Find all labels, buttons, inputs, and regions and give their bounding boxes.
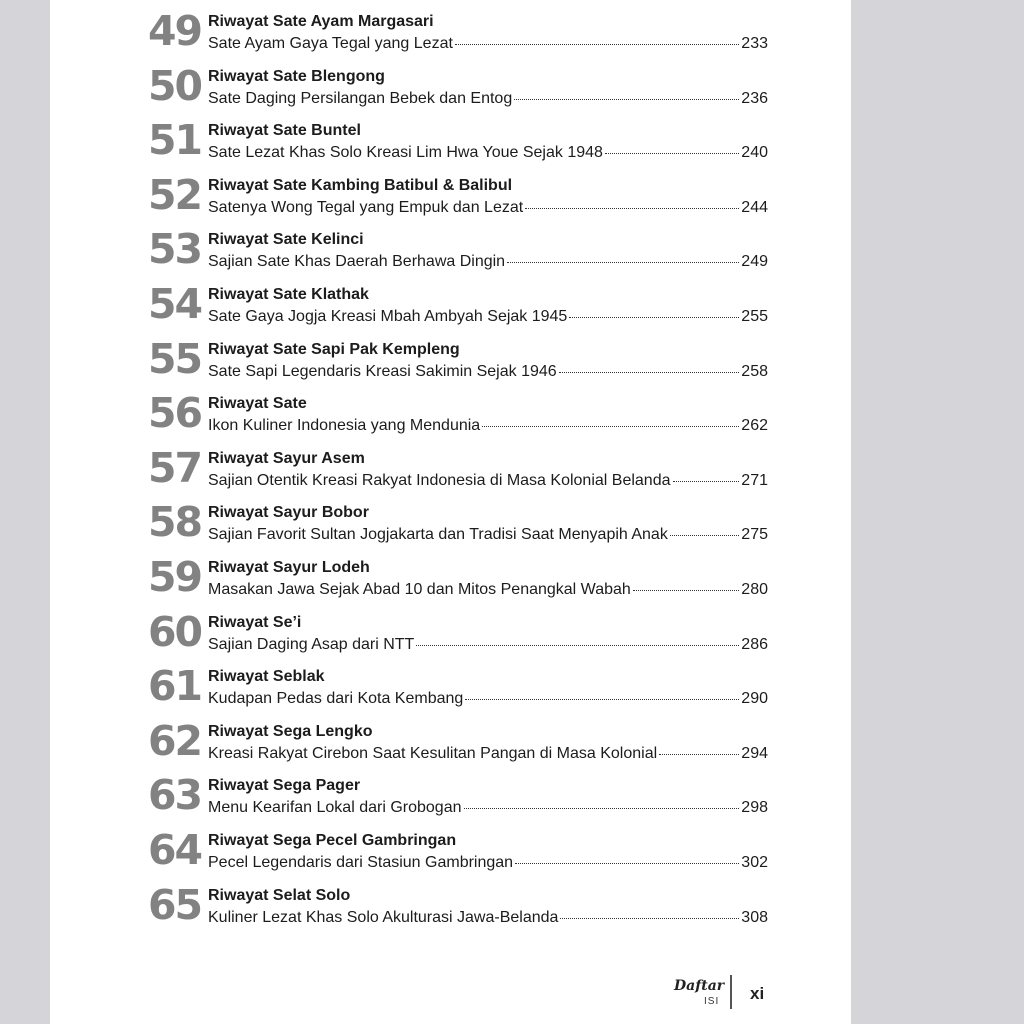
entry-number: 49 — [148, 7, 202, 55]
dot-leader — [673, 481, 740, 482]
toc-entry — [148, 882, 768, 937]
entry-line — [208, 417, 768, 435]
entry-title: Riwayat Sayur Asem — [208, 449, 365, 467]
dot-leader — [464, 808, 740, 809]
toc-entry — [148, 718, 768, 773]
dot-leader — [605, 153, 739, 154]
entry-number: 52 — [148, 170, 202, 219]
entry-line — [208, 581, 768, 599]
entry-page: 294 — [741, 744, 768, 762]
entry-page: 262 — [741, 417, 768, 435]
entry-page: 275 — [741, 526, 768, 544]
entry-title: Riwayat Seblak — [208, 668, 325, 686]
toc-entry — [148, 63, 768, 118]
table-of-contents — [148, 8, 768, 936]
entry-page: 258 — [741, 362, 768, 380]
entry-page: 244 — [741, 198, 768, 216]
entry-subtitle: Menu Kearifan Lokal dari Grobogan — [208, 799, 462, 817]
section-script-label: Daftar — [674, 978, 725, 994]
toc-entry — [148, 663, 768, 718]
entry-line — [208, 363, 768, 381]
toc-entry — [148, 445, 768, 500]
entry-number: 58 — [148, 498, 202, 547]
dot-leader — [559, 372, 740, 373]
entry-line — [208, 854, 768, 872]
entry-subtitle: Sajian Otentik Kreasi Rakyat Indonesia di Masa Kolonial Belanda — [208, 471, 671, 489]
entry-number: 54 — [148, 279, 202, 328]
entry-page: 255 — [741, 307, 768, 325]
dot-leader — [514, 99, 739, 100]
toc-entry — [148, 554, 768, 609]
entry-subtitle: Sajian Sate Khas Daerah Berhawa Dingin — [208, 253, 506, 271]
entry-number: 65 — [148, 880, 202, 929]
entry-title: Riwayat Sega Lengko — [208, 722, 373, 740]
entry-line — [208, 909, 768, 927]
dot-leader — [416, 645, 739, 646]
entry-line — [208, 308, 768, 326]
toc-entry — [148, 226, 768, 281]
entry-number: 51 — [148, 116, 202, 165]
entry-page: 280 — [741, 580, 768, 598]
dot-leader — [465, 699, 739, 700]
entry-subtitle: Sate Gaya Jogja Kreasi Mbah Ambyah Sejak 1945 — [208, 307, 568, 325]
entry-line — [208, 690, 768, 708]
dot-leader — [507, 262, 739, 263]
entry-line — [208, 35, 768, 53]
entry-title: Riwayat Sate Ayam Margasari — [208, 13, 434, 30]
entry-subtitle: Ikon Kuliner Indonesia yang Mendunia — [208, 417, 481, 435]
section-label: ISI — [704, 996, 720, 1007]
dot-leader — [633, 590, 740, 591]
dot-leader — [515, 863, 739, 864]
entry-line — [208, 799, 768, 817]
dot-leader — [482, 426, 739, 427]
entry-page: 240 — [741, 144, 768, 162]
entry-page: 290 — [741, 690, 768, 708]
toc-entry — [148, 336, 768, 391]
dot-leader — [569, 317, 739, 318]
entry-subtitle: Sate Daging Persilangan Bebek dan Entog — [208, 89, 513, 107]
entry-subtitle: Kreasi Rakyat Cirebon Saat Kesulitan Pangan di Masa Kolonial — [208, 744, 658, 762]
entry-number: 55 — [148, 334, 202, 383]
dot-leader — [659, 754, 739, 755]
entry-number: 62 — [148, 716, 202, 765]
entry-page: 249 — [741, 253, 768, 271]
entry-title: Riwayat Sega Pecel Gambringan — [208, 831, 457, 849]
toc-entry — [148, 499, 768, 554]
toc-entry — [148, 772, 768, 827]
entry-number: 59 — [148, 552, 202, 601]
entry-number: 53 — [148, 225, 202, 274]
entry-subtitle: Sate Lezat Khas Solo Kreasi Lim Hwa Youe Sejak 1948 — [208, 144, 603, 162]
entry-number: 61 — [148, 662, 202, 711]
entry-title: Riwayat Sate — [208, 395, 307, 413]
entry-subtitle: Kudapan Pedas dari Kota Kembang — [208, 690, 464, 708]
entry-title: Riwayat Sate Blengong — [208, 67, 385, 85]
page-number: xi — [750, 984, 765, 1003]
entry-page: 308 — [741, 908, 768, 926]
toc-entry — [148, 172, 768, 227]
entry-line — [208, 636, 768, 654]
entry-title: Riwayat Sate Buntel — [208, 122, 361, 140]
entry-line — [208, 199, 768, 217]
entry-title: Riwayat Sayur Lodeh — [208, 558, 370, 576]
entry-title: Riwayat Selat Solo — [208, 886, 351, 904]
entry-title: Riwayat Sate Sapi Pak Kempleng — [208, 340, 460, 358]
entry-subtitle: Sajian Daging Asap dari NTT — [208, 635, 415, 653]
entry-title: Riwayat Sayur Bobor — [208, 504, 369, 522]
toc-entry — [148, 390, 768, 445]
entry-title: Riwayat Sate Klathak — [208, 285, 369, 303]
dot-leader — [560, 918, 739, 919]
footer-divider — [730, 975, 732, 1009]
entry-page: 233 — [741, 35, 768, 52]
entry-line — [208, 144, 768, 162]
entry-line — [208, 472, 768, 490]
toc-entry — [148, 8, 768, 63]
entry-subtitle: Sate Ayam Gaya Tegal yang Lezat — [208, 35, 453, 52]
dot-leader — [670, 535, 739, 536]
entry-title: Riwayat Sate Kambing Batibul & Balibul — [208, 176, 513, 194]
dot-leader — [525, 208, 739, 209]
entry-subtitle: Sate Sapi Legendaris Kreasi Sakimin Sejak 1946 — [208, 362, 557, 380]
entry-page: 271 — [741, 471, 768, 489]
entry-line — [208, 253, 768, 271]
toc-entry — [148, 281, 768, 336]
entry-line — [208, 745, 768, 763]
entry-title: Riwayat Se’i — [208, 613, 302, 631]
entry-subtitle: Pecel Legendaris dari Stasiun Gambringan — [208, 853, 514, 871]
entry-number: 57 — [148, 443, 202, 492]
entry-number: 60 — [148, 607, 202, 656]
entry-page: 286 — [741, 635, 768, 653]
toc-entry — [148, 827, 768, 882]
entry-subtitle: Sajian Favorit Sultan Jogjakarta dan Tradisi Saat Menyapih Anak — [208, 526, 668, 544]
toc-entry — [148, 609, 768, 664]
dot-leader — [455, 44, 739, 45]
entry-subtitle: Masakan Jawa Sejak Abad 10 dan Mitos Penangkal Wabah — [208, 580, 631, 598]
entry-number: 63 — [148, 771, 202, 820]
entry-number: 56 — [148, 389, 202, 438]
entry-page: 298 — [741, 799, 768, 817]
entry-number: 64 — [148, 825, 202, 874]
entry-line — [208, 90, 768, 108]
toc-entry — [148, 117, 768, 172]
entry-line — [208, 526, 768, 544]
entry-page: 302 — [741, 853, 768, 871]
entry-page: 236 — [741, 89, 768, 107]
book-page — [50, 0, 851, 1024]
entry-title: Riwayat Sega Pager — [208, 777, 361, 795]
entry-number: 50 — [148, 61, 202, 110]
entry-subtitle: Kuliner Lezat Khas Solo Akulturasi Jawa-Belanda — [208, 908, 559, 926]
entry-title: Riwayat Sate Kelinci — [208, 231, 364, 249]
entry-subtitle: Satenya Wong Tegal yang Empuk dan Lezat — [208, 198, 524, 216]
